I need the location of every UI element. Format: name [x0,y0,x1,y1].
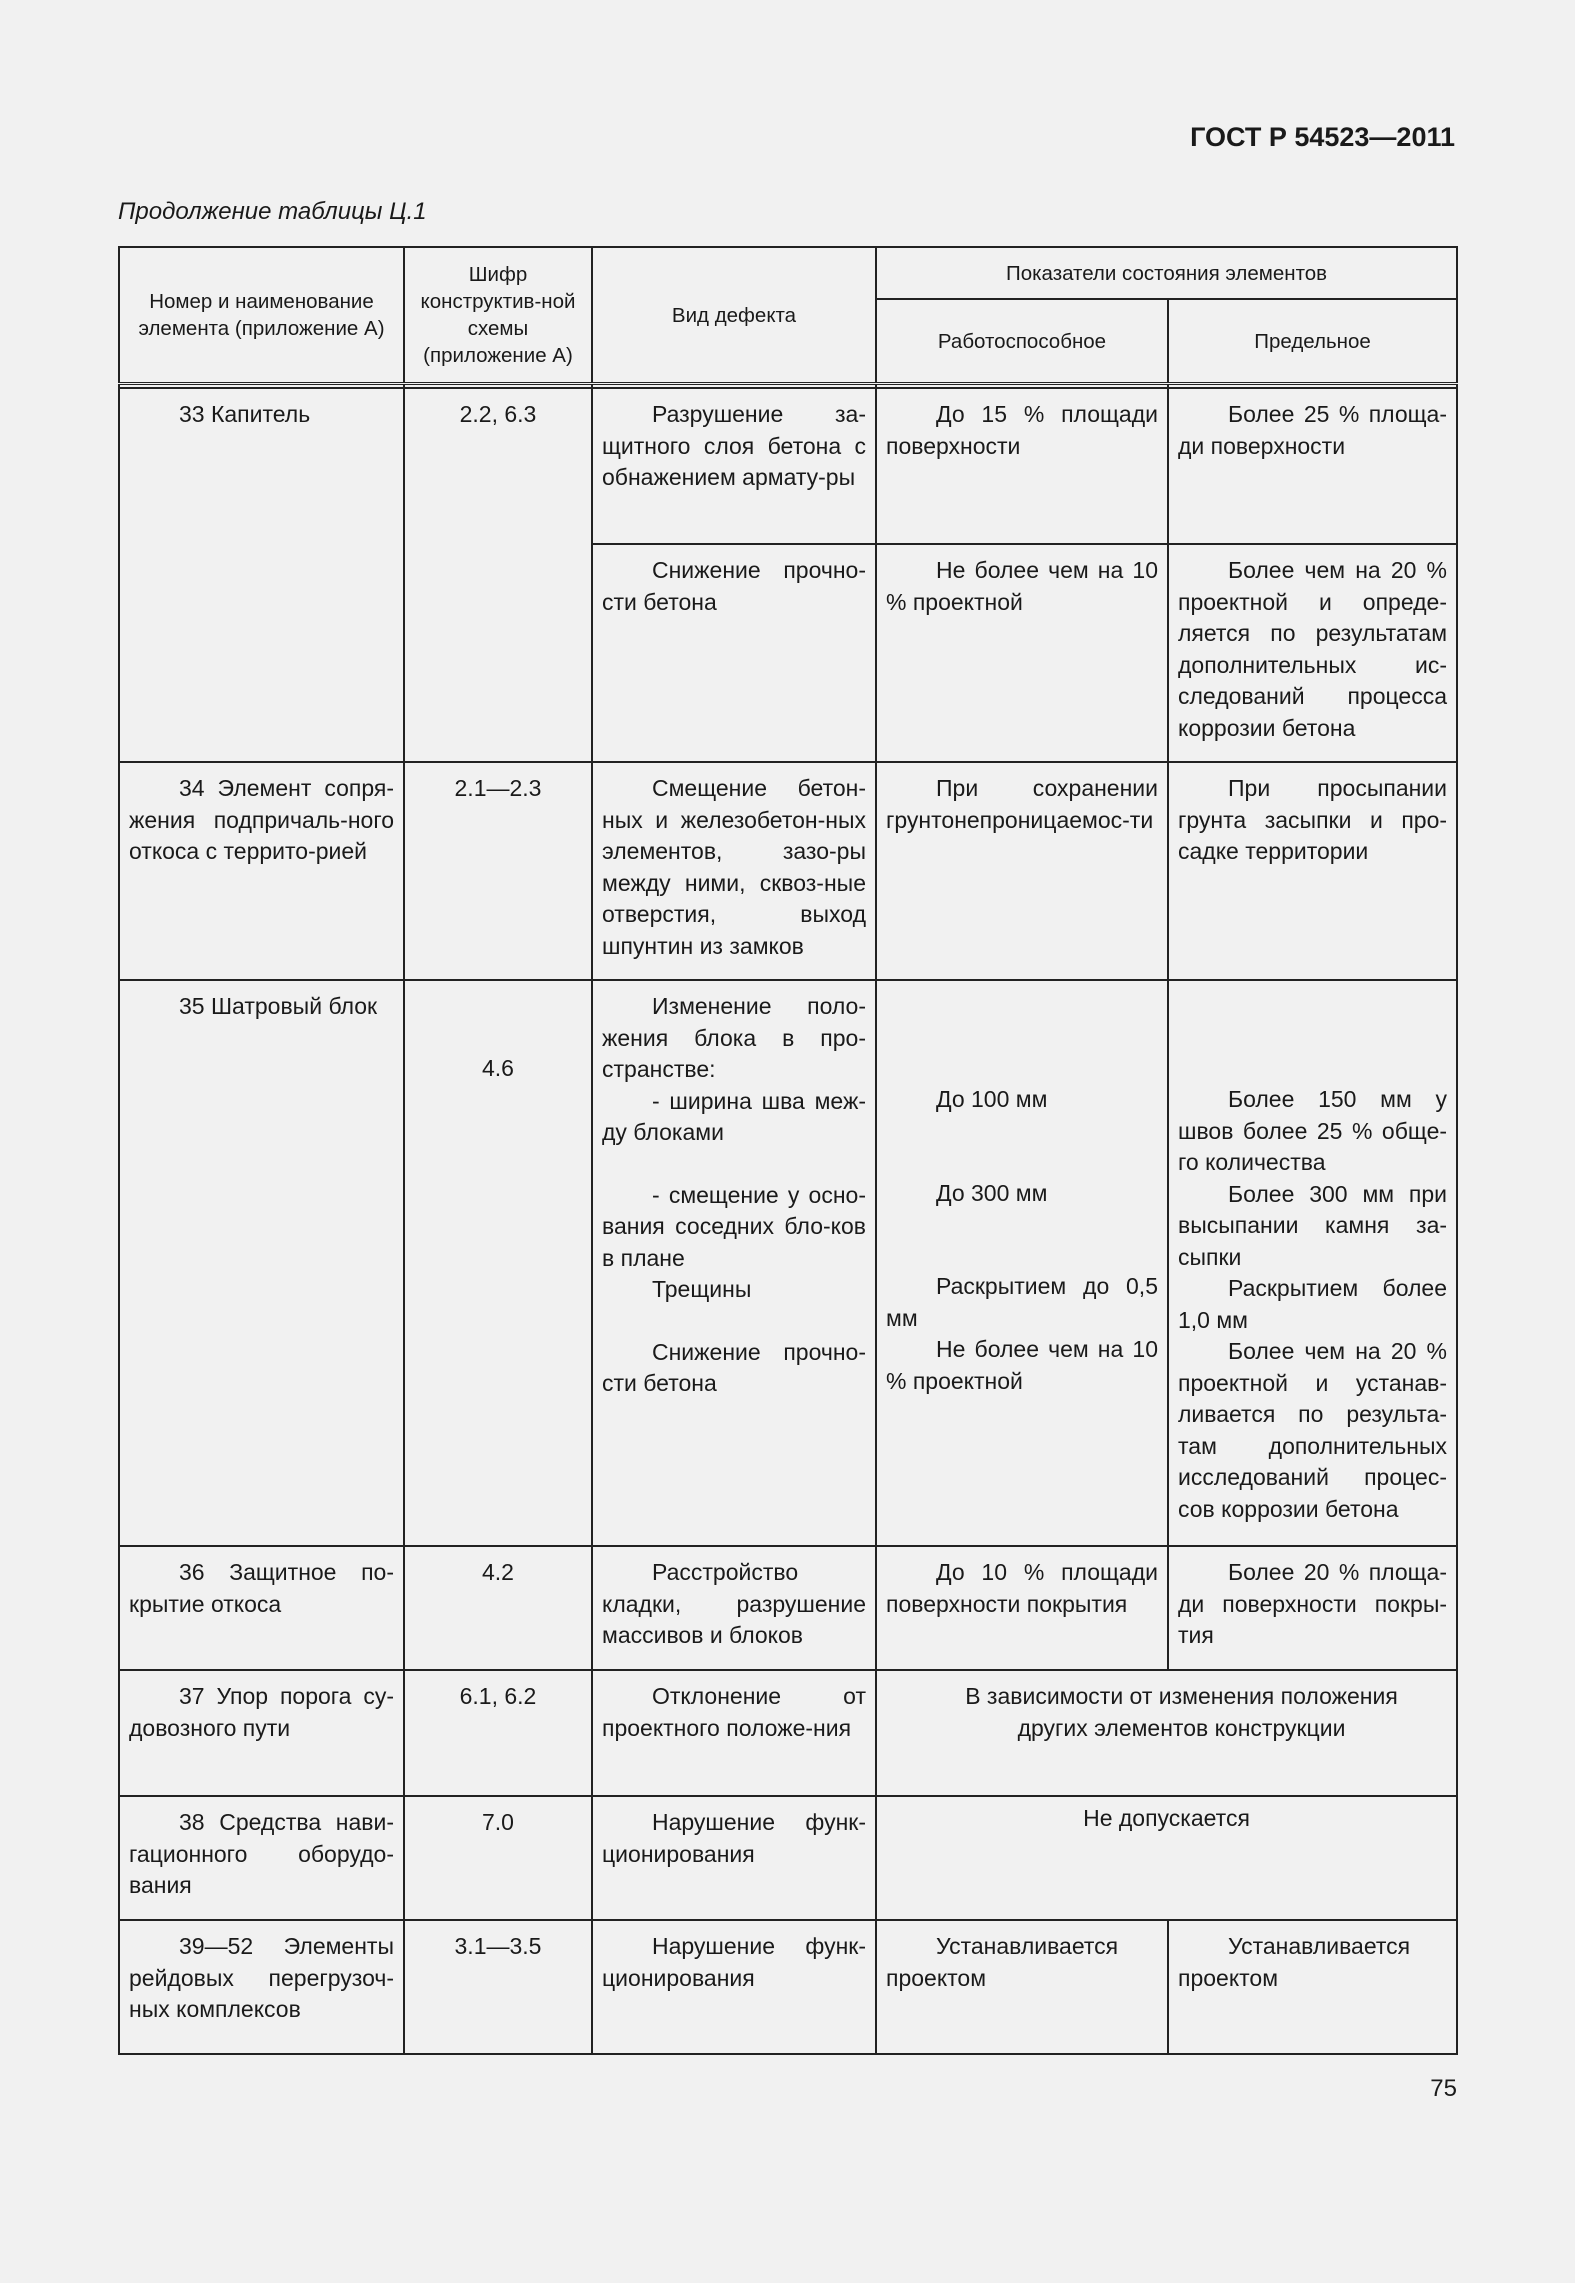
table-row [119,762,1457,980]
limit-item: Более чем на 20 % проектной и устанав-ливается по результа-там дополнительных исследований процес-сов коррозии бетона [1178,1338,1448,1522]
scheme-code: 6.1, 6.2 [404,1670,592,1796]
table-row [119,1796,1457,1920]
limit-value: Более 20 % площа-ди поверхности покры-тия [1168,1546,1457,1670]
limit-value: Устанавливается проектом [1168,1920,1457,2054]
col-header-defect: Вид дефекта [592,247,876,384]
defect-item: Снижение прочно-сти бетона [602,1338,866,1396]
defect-type: Снижение прочно-сти бетона [592,544,876,762]
col-header-limit: Предельное [1168,299,1457,384]
scheme-code: 4.6 [482,1055,514,1081]
element-name: 33 Капитель [119,388,404,762]
defect-item: Трещины [652,1276,752,1302]
operable-value: При сохранении грунтонепроницаемос-ти [876,762,1168,980]
table-row [119,388,1457,544]
limit-item: Более 300 мм при высыпании камня за-сыпки [1178,1180,1448,1270]
defect-item: - ширина шва меж-ду блоками [602,1087,866,1145]
element-name: 38 Средства нави-гационного оборудо-вания [119,1796,404,1920]
scheme-code: 2.1—2.3 [404,762,592,980]
operable-item: Раскрытием до 0,5 мм [886,1273,1158,1331]
element-name: 39—52 Элементы рейдовых перегрузоч-ных комплексов [119,1920,404,2054]
merged-state-value: В зависимости от изменения положения других элементов конструкции [876,1670,1457,1796]
col-header-element: Номер и наименование элемента (приложение А) [119,247,404,384]
document-code: ГОСТ Р 54523—2011 [1190,122,1455,152]
defect-type: Отклонение от проектного положе-ния [592,1670,876,1796]
col-header-state-group: Показатели состояния элементов [876,247,1457,299]
limit-value: При просыпании грунта засыпки и про-садке территории [1168,762,1457,980]
merged-state-value: Не допускается [876,1796,1457,1920]
operable-value: Устанавливается проектом [876,1920,1168,2054]
element-name: 34 Элемент сопря-жения подпричаль-ного откоса с террито-рией [119,762,404,980]
defect-type: Смещение бетон-ных и железобетон-ных элементов, зазо-ры между ними, сквоз-ные отверстия, выход шпунтин из замков [592,762,876,980]
operable-value: До 15 % площади поверхности [876,388,1168,544]
defect-type [592,980,876,1546]
defects-table [118,246,1458,2055]
table-row [119,980,1457,1546]
element-name: 36 Защитное по-крытие откоса [119,1546,404,1670]
defect-type: Расстройство кладки, разрушение массивов и блоков [592,1546,876,1670]
col-header-operable: Работоспособное [876,299,1168,384]
element-name: 37 Упор порога су-довозного пути [119,1670,404,1796]
scheme-code: 7.0 [404,1796,592,1920]
scheme-code: 4.2 [404,1546,592,1670]
limit-value: Более чем на 20 % проектной и опреде-ляется по результатам дополнительных ис-следований процесса коррозии бетона [1168,544,1457,762]
operable-item: До 300 мм [936,1179,1048,1206]
table-row [119,1670,1457,1796]
table-row [119,1546,1457,1670]
page-number: 75 [1430,2075,1457,2102]
defect-type: Нарушение функ-ционирования [592,1920,876,2054]
defect-intro: Изменение поло-жения блока в про-странстве: [602,993,866,1082]
scheme-code: 3.1—3.5 [404,1920,592,2054]
limit-value [1168,980,1457,1546]
limit-item: Более 150 мм у швов более 25 % обще-го количества [1178,1086,1448,1175]
defect-item: - смещение у осно-вания соседних бло-ков в плане [602,1181,866,1271]
col-header-code: Шифр конструктив-ной схемы (приложение А) [404,247,592,384]
table-caption: Продолжение таблицы Ц.1 [118,198,427,225]
scheme-code: 2.2, 6.3 [404,388,592,762]
operable-item: Не более чем на 10 % проектной [886,1336,1158,1394]
limit-item: Раскрытием более 1,0 мм [1178,1275,1448,1333]
operable-value: Не более чем на 10 % проектной [876,544,1168,762]
limit-value: Более 25 % площа-ди поверхности [1168,388,1457,544]
operable-item: До 100 мм [936,1086,1048,1112]
operable-value: До 10 % площади поверхности покрытия [876,1546,1168,1670]
element-name: 35 Шатровый блок [119,980,404,1546]
defect-type: Разрушение за-щитного слоя бетона с обнажением армату-ры [592,388,876,544]
table-row [119,1920,1457,2054]
defect-type: Нарушение функ-ционирования [592,1796,876,1920]
operable-value [876,980,1168,1546]
